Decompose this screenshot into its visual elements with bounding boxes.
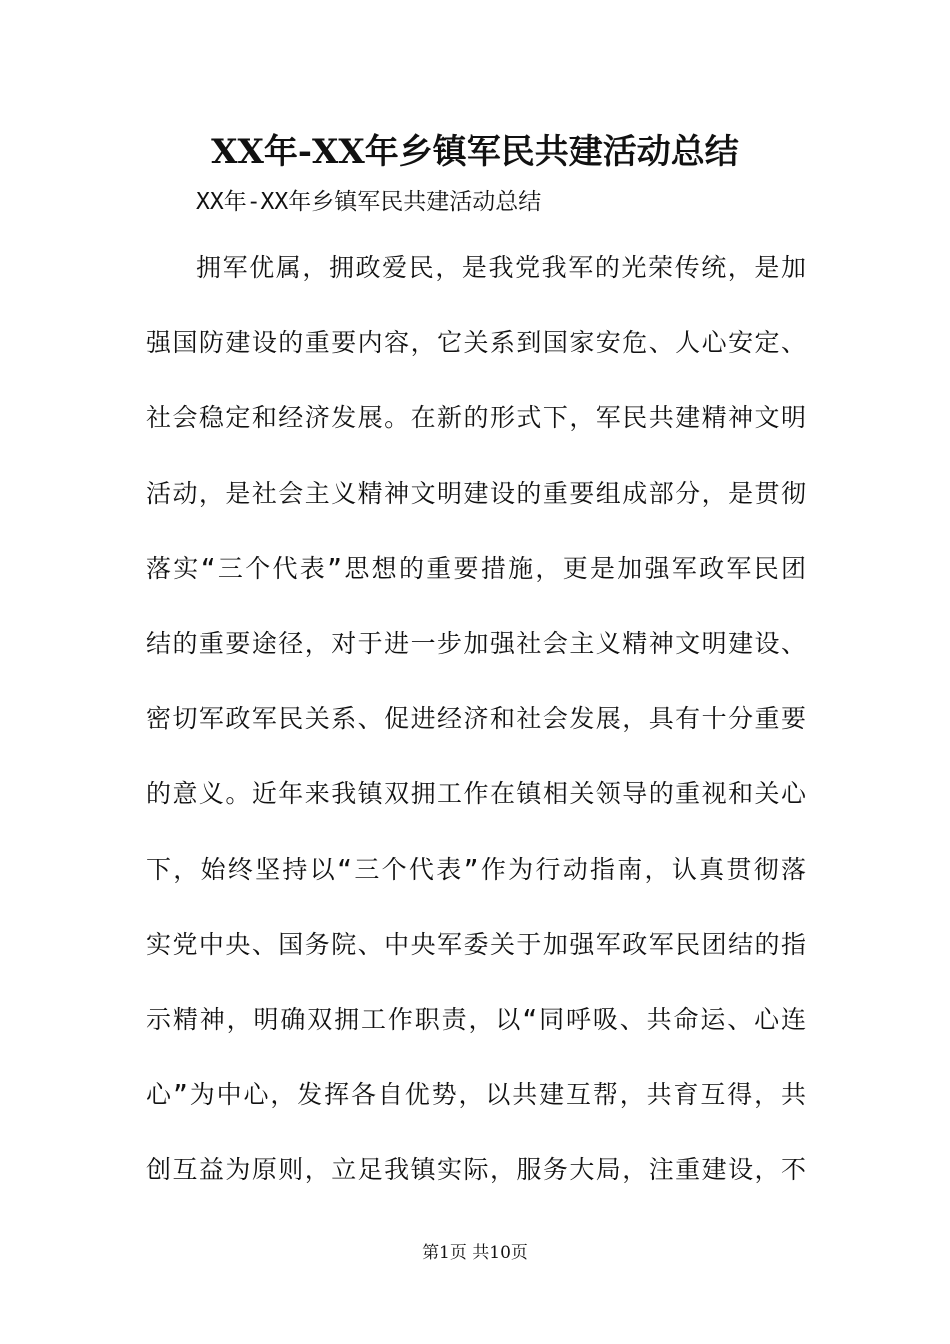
paragraph-line: 心”为中心，发挥各自优势，以共建互帮，共育互得，共 [146, 1080, 806, 1110]
paragraph-line: 下，始终坚持以“三个代表”作为行动指南，认真贯彻落 [146, 854, 806, 884]
paragraph-line: 实党中央、国务院、中央军委关于加强军政军民团结的指 [146, 929, 806, 959]
page-footer: 第1页 共10页 [422, 1243, 528, 1263]
paragraph-line: 社会稳定和经济发展。在新的形式下，军民共建精神文明 [146, 403, 806, 433]
paragraph-line: 活动，是社会主义精神文明建设的重要组成部分，是贯彻 [146, 478, 806, 508]
document-title: XX年-XX年乡镇军民共建活动总结 [211, 132, 739, 172]
paragraph-line: 创互益为原则，立足我镇实际，服务大局，注重建设，不 [146, 1155, 806, 1185]
paragraph-line: 强国防建设的重要内容，它关系到国家安危、人心安定、 [146, 328, 806, 358]
paragraph-line: 密切军政军民关系、促进经济和社会发展，具有十分重要 [146, 704, 806, 734]
body-text [146, 248, 806, 1225]
paragraph-line: 拥军优属，拥政爱民，是我党我军的光荣传统，是加 [196, 253, 806, 282]
document-subtitle: XX年-XX年乡镇军民共建活动总结 [196, 189, 542, 215]
paragraph-line: 落实“三个代表”思想的重要措施，更是加强军政军民团 [146, 553, 806, 583]
paragraph-line: 示精神，明确双拥工作职责，以“同呼吸、共命运、心连 [146, 1004, 806, 1034]
paragraph-line: 结的重要途径，对于进一步加强社会主义精神文明建设、 [146, 628, 806, 658]
paragraph-line: 的意义。近年来我镇双拥工作在镇相关领导的重视和关心 [146, 779, 806, 809]
